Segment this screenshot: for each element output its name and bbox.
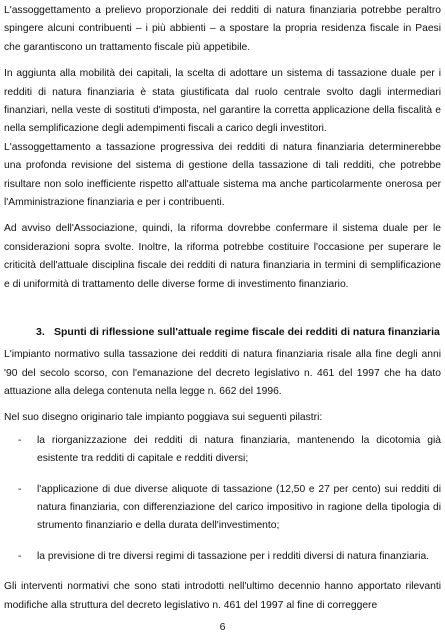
paragraph-mobilita-capitali: In aggiunta alla mobilità dei capitali, la scelta di adottare un sistema di tassazione duale per i redditi di natura finanziaria è stata giustificata dal ruolo centrale svolto dagli intermediari finanziari, nella veste di sostituti d'imposta, nel garantire la corretta applicazione della fiscalità e nella semplificazione degli adempimenti fiscali a carico degli investitori. <box>4 68 441 135</box>
bullet-dash: - <box>18 550 22 562</box>
bullet-dash: - <box>18 483 22 495</box>
list-item-text: l'applicazione di due diverse aliquote di tassazione (12,50 e 27 per cento) sui redditi di natura finanziaria, con differenziazione del carico impositivo in ragione della tipologia di strumento finanziario e della durata dell'investimento; <box>37 483 441 532</box>
list-item <box>4 548 441 566</box>
pillars-list <box>4 432 441 566</box>
section-title: Spunti di riflessione sull'attuale regime fiscale dei redditi di natura finanziaria <box>54 326 440 339</box>
section-heading <box>4 324 441 340</box>
document-body <box>4 2 441 615</box>
paragraph-residenza-fiscale: L'assoggettamento a prelievo proporzionale dei redditi di natura finanziaria potrebbe peraltro spingere alcuni contribuenti – i più abbienti – a spostare la propria residenza fiscale in Paesi che garantiscono un trattamento fiscale più appetibile. <box>4 5 441 53</box>
bullet-dash: - <box>18 434 22 446</box>
list-item-text: la previsione di tre diversi regimi di tassazione per i redditi diversi di natura finanziaria. <box>37 550 430 562</box>
list-item-text: la riorganizzazione dei redditi di natura finanziaria, mantenendo la dicotomia già esistente tra redditi di capitale e redditi diversi; <box>37 434 441 465</box>
page-number: 6 <box>219 621 226 633</box>
paragraph-interventi-normativi: Gli interventi normativi che sono stati introdotti nell'ultimo decennio hanno apportato rilevanti modifiche alla struttura del decreto legislativo n. 461 del 1997 al fine di correggere <box>4 581 441 611</box>
list-item <box>4 432 441 469</box>
paragraph-avviso-associazione: Ad avviso dell'Associazione, quindi, la riforma dovrebbe confermare il sistema duale per le considerazioni sopra svolte. Inoltre, la riforma potrebbe costituire l'occasione per superare le criticità dell'attuale disciplina fiscale dei redditi di natura finanziaria in termini di semplificazione e di uniformità di trattamento delle diverse forme di investimento finanziario. <box>4 223 441 290</box>
paragraph-pilastri-intro: Nel suo disegno originario tale impianto poggiava sui seguenti pilastri: <box>4 412 323 424</box>
list-item <box>4 481 441 536</box>
paragraph-impianto-normativo: L'impianto normativo sulla tassazione dei redditi di natura finanziaria risale alla fine degli anni '90 del secolo scorso, con l'emanazione del decreto legislativo n. 461 del 1997 che ha dato attuazione alla delega contenuta nella legge n. 662 del 1996. <box>4 349 441 397</box>
paragraph-tassazione-progressiva: L'assoggettamento a tassazione progressiva dei redditi di natura finanziaria determinerebbe una profonda revisione del sistema di gestione della tassazione di tali redditi, che potrebbe risultare non solo inefficiente rispetto all'attuale sistema ma anche particolarmente onerosa per l'Amministrazione finanziaria e per i contribuenti. <box>4 141 441 209</box>
section-number: 3. <box>36 326 45 339</box>
